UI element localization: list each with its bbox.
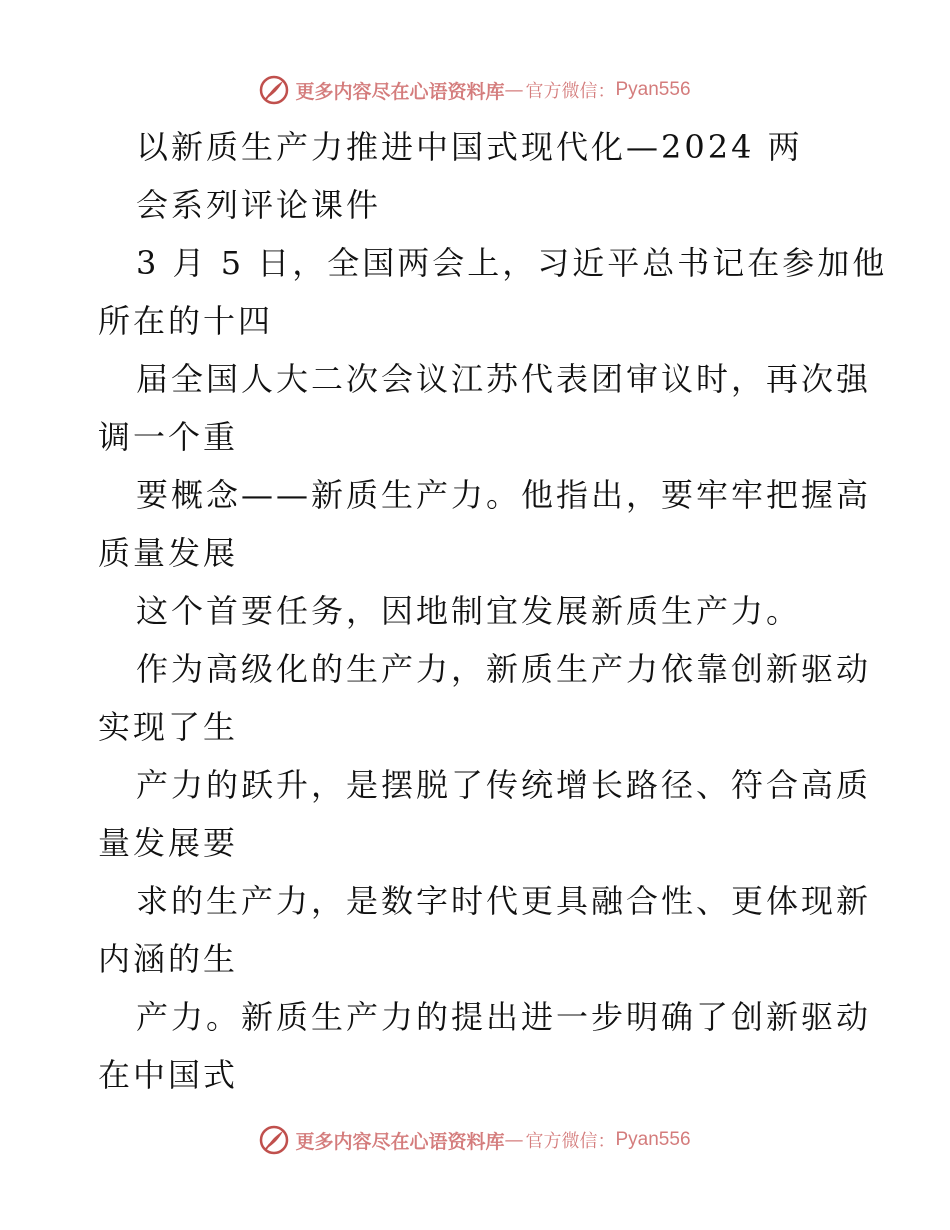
paragraph-line: 要概念——新质生产力。他指出，要牢牢把握高: [136, 476, 872, 514]
paragraph-line: 调一个重: [98, 418, 239, 456]
watermark-main-text: 更多内容尽在心语资料库: [295, 80, 505, 103]
watermark-wechat-id: Pyan556: [615, 1129, 691, 1150]
paragraph-line: 实现了生: [98, 708, 239, 746]
header-watermark: [0, 70, 950, 110]
document-title-line: 会系列评论课件: [136, 186, 382, 224]
paragraph-line: 质量发展: [98, 534, 239, 572]
watermark-official-label: 官方微信：: [525, 1131, 616, 1152]
paragraph-line: 届全国人大二次会议江苏代表团审议时，再次强: [136, 360, 872, 398]
paragraph-line: 作为高级化的生产力，新质生产力依靠创新驱动: [136, 650, 872, 688]
paragraph-line: 量发展要: [98, 824, 239, 862]
paragraph-line: 3 月 5 日，全国两会上，习近平总书记在参加他: [136, 244, 888, 282]
paragraph-line: 产力。新质生产力的提出进一步明确了创新驱动: [136, 998, 872, 1036]
paragraph-line: 求的生产力，是数字时代更具融合性、更体现新: [136, 882, 872, 920]
paragraph-line: 这个首要任务，因地制宜发展新质生产力。: [136, 592, 802, 630]
document-title-line: 以新质生产力推进中国式现代化—2024 两: [136, 128, 803, 166]
paragraph-line: 内涵的生: [98, 940, 239, 978]
watermark-wechat-id: Pyan556: [615, 79, 691, 100]
document-body: [98, 118, 888, 1104]
watermark-separator: —: [504, 79, 524, 101]
watermark-main-text: 更多内容尽在心语资料库: [295, 1130, 505, 1153]
quill-logo-icon: [259, 1125, 289, 1155]
quill-logo-icon: [259, 75, 289, 105]
paragraph-line: 所在的十四: [98, 302, 274, 340]
paragraph-line: 在中国式: [98, 1056, 239, 1094]
watermark-separator: —: [504, 1129, 524, 1151]
paragraph-line: 产力的跃升，是摆脱了传统增长路径、符合高质: [136, 766, 872, 804]
watermark-official-label: 官方微信：: [525, 81, 616, 102]
footer-watermark: [0, 1120, 950, 1160]
